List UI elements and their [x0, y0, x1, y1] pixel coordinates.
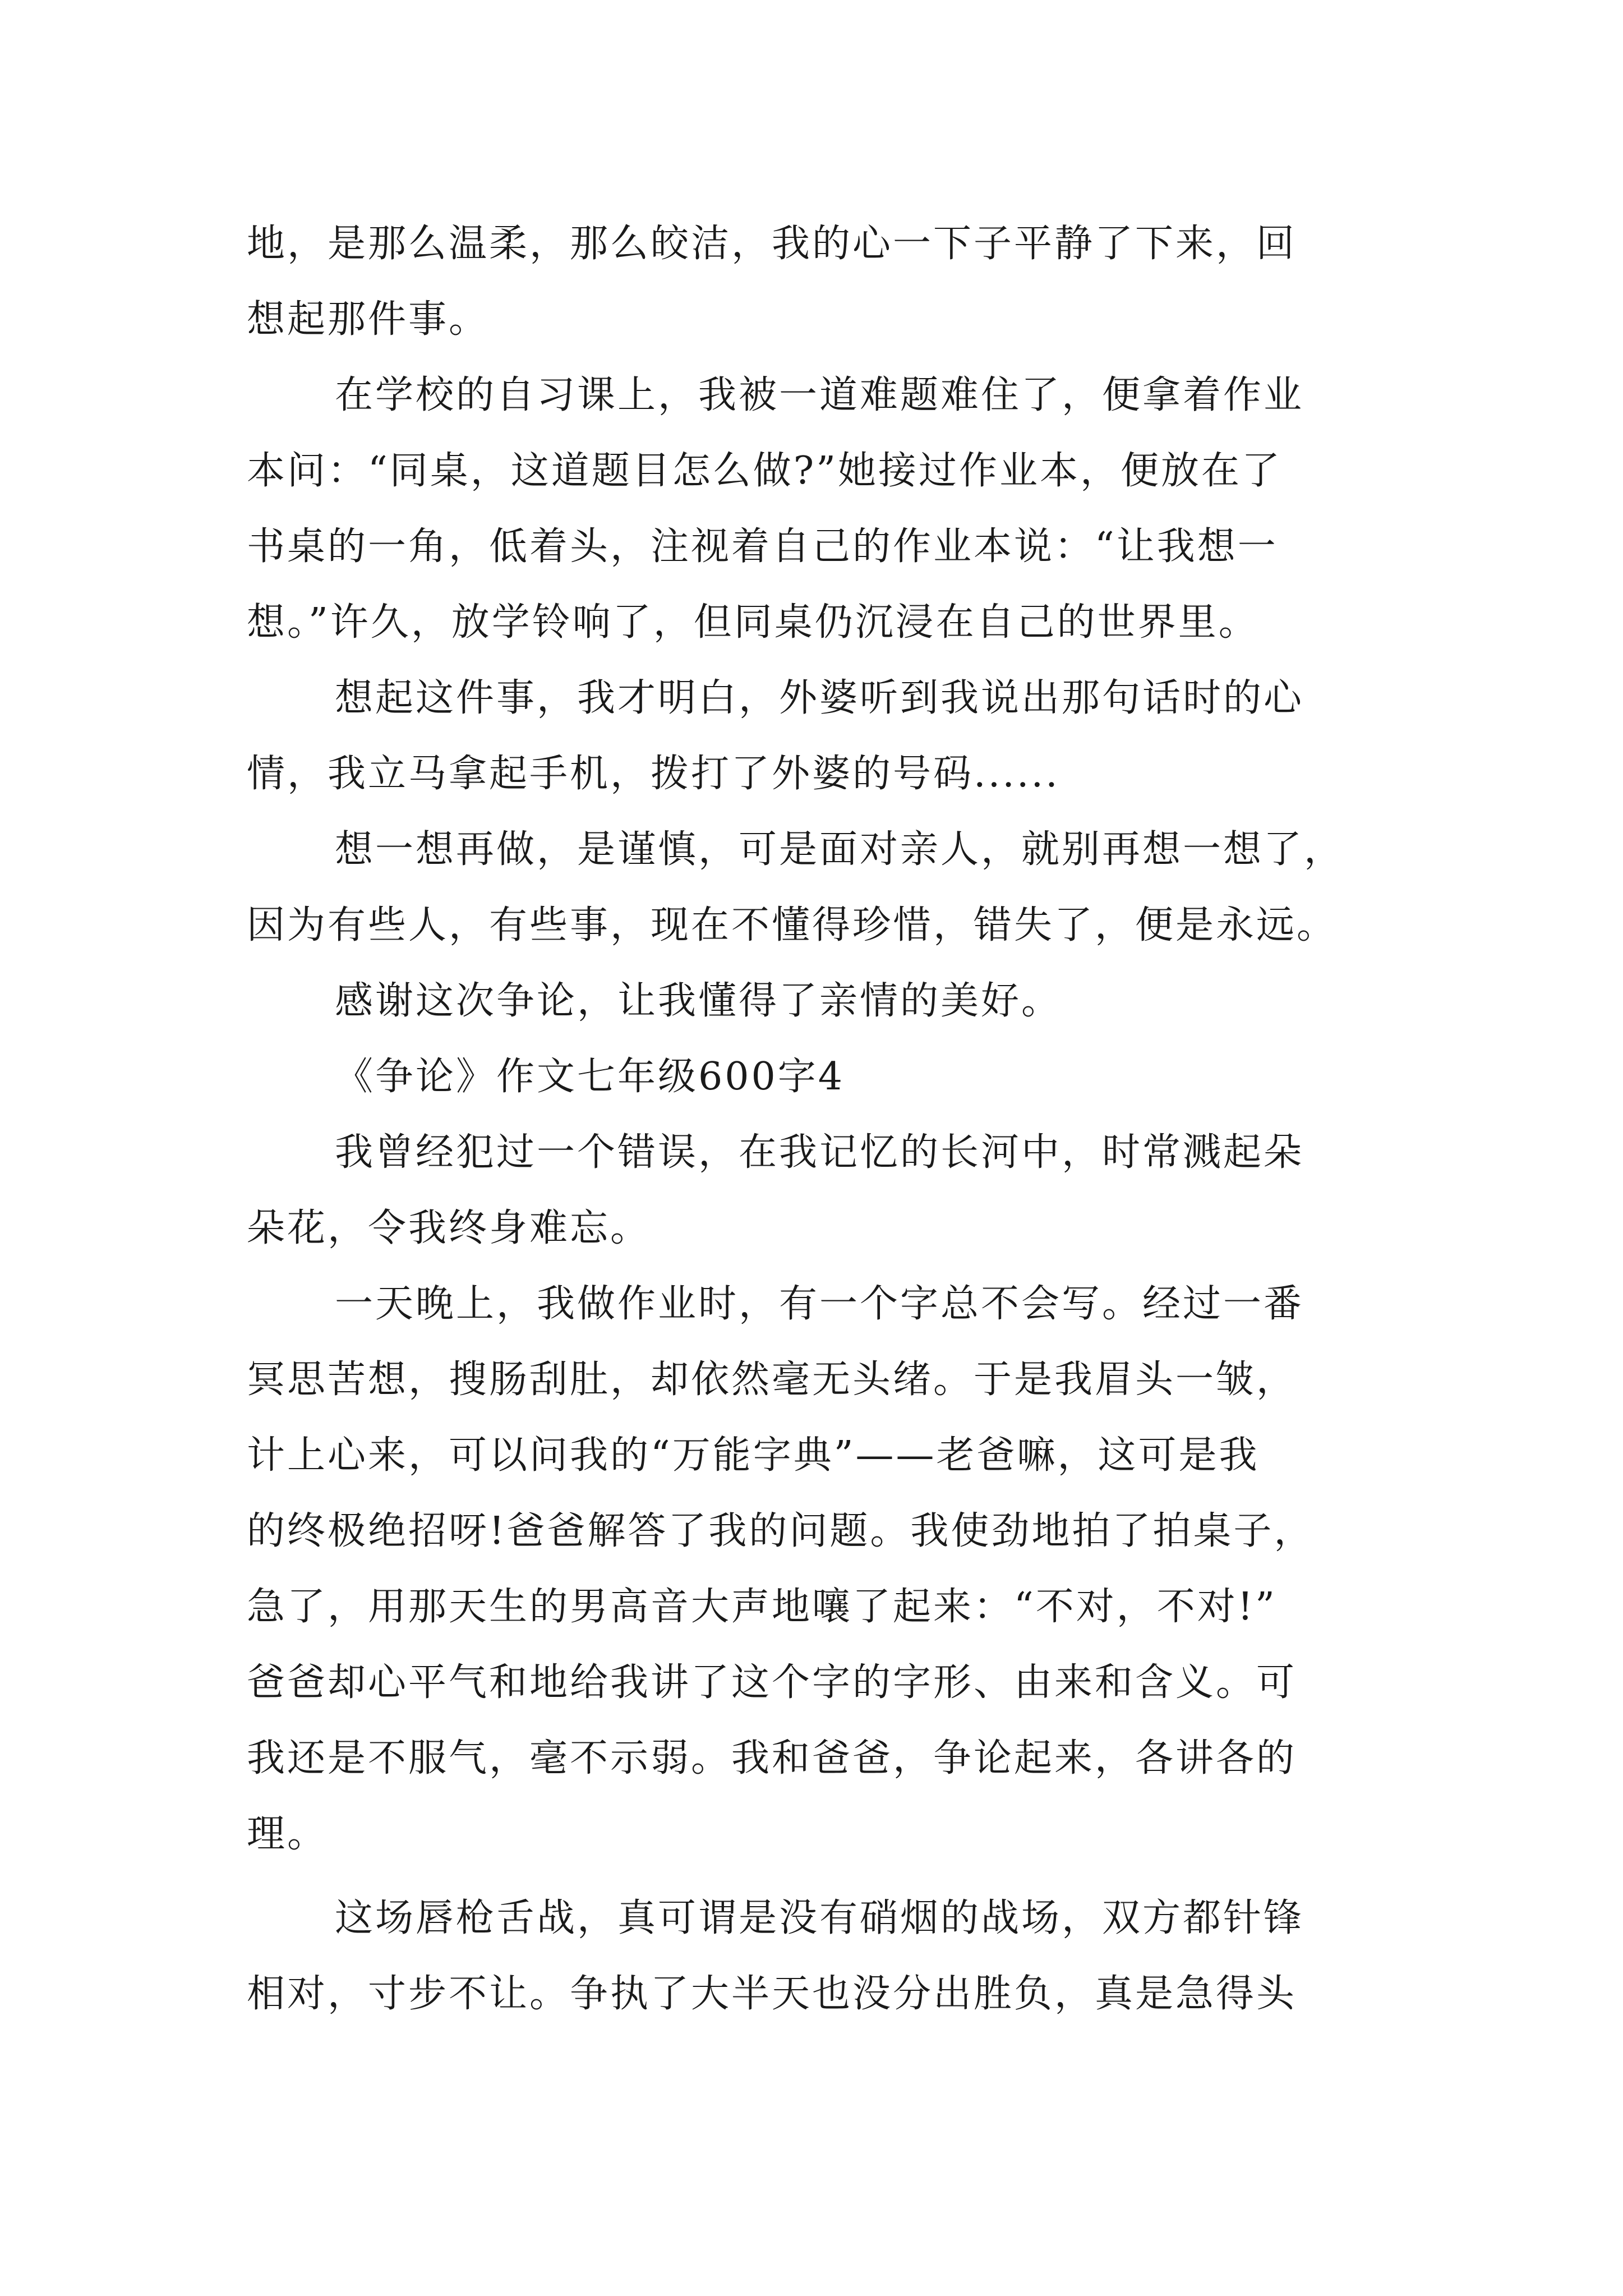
text-line: 的终极绝招呀!爸爸解答了我的问题。我使劲地拍了拍桌子，: [247, 1509, 1315, 1553]
text-line: 情，我立马拿起手机，拨打了外婆的号码......: [247, 752, 1060, 796]
text-line: 想一想再做，是谨慎，可是面对亲人，就别再想一想了，: [335, 827, 1345, 872]
text-line: 想起这件事，我才明白，外婆听到我说出那句话时的心: [335, 676, 1304, 720]
text-line: 地，是那么温柔，那么皎洁，我的心一下子平静了下来，回: [247, 222, 1297, 266]
text-line: 书桌的一角，低着头，注视着自己的作业本说：“让我想一: [247, 524, 1278, 569]
text-line: 冥思苦想，搜肠刮肚，却依然毫无头绪。于是我眉头一皱，: [247, 1358, 1297, 1402]
text-line: 理。: [247, 1812, 328, 1856]
text-line: 我还是不服气，毫不示弱。我和爸爸，争论起来，各讲各的: [247, 1736, 1297, 1780]
text-line: 在学校的自习课上，我被一道难题难住了，便拿着作业: [335, 373, 1304, 417]
text-line: 感谢这次争论，让我懂得了亲情的美好。: [335, 979, 1062, 1023]
text-line: 想。”许久，放学铃响了，但同桌仍沉浸在自己的世界里。: [247, 600, 1259, 645]
text-line: 想起那件事。: [247, 297, 490, 342]
text-line: 这场唇枪舌战，真可谓是没有硝烟的战场，双方都针锋: [335, 1896, 1304, 1940]
section-heading: 《争论》作文七年级600字4: [335, 1055, 845, 1099]
text-line: 急了，用那天生的男高音大声地嚷了起来：“不对，不对!”: [247, 1585, 1277, 1629]
text-line: 计上心来，可以问我的“万能字典”——老爸嘛，这可是我: [247, 1433, 1260, 1478]
text-line: 本问：“同桌，这道题目怎么做?”她接过作业本，便放在了: [247, 449, 1282, 493]
text-line: 因为有些人，有些事，现在不懂得珍惜，错失了，便是永远。: [247, 903, 1338, 947]
text-line: 一天晚上，我做作业时，有一个字总不会写。经过一番: [335, 1282, 1304, 1326]
text-line: 爸爸却心平气和地给我讲了这个字的字形、由来和含义。可: [247, 1660, 1297, 1705]
text-line: 相对，寸步不让。争执了大半天也没分出胜负，真是急得头: [247, 1972, 1297, 2016]
text-line: 朵花，令我终身难忘。: [247, 1206, 651, 1250]
text-line: 我曾经犯过一个错误，在我记忆的长河中，时常溅起朵: [335, 1130, 1304, 1175]
